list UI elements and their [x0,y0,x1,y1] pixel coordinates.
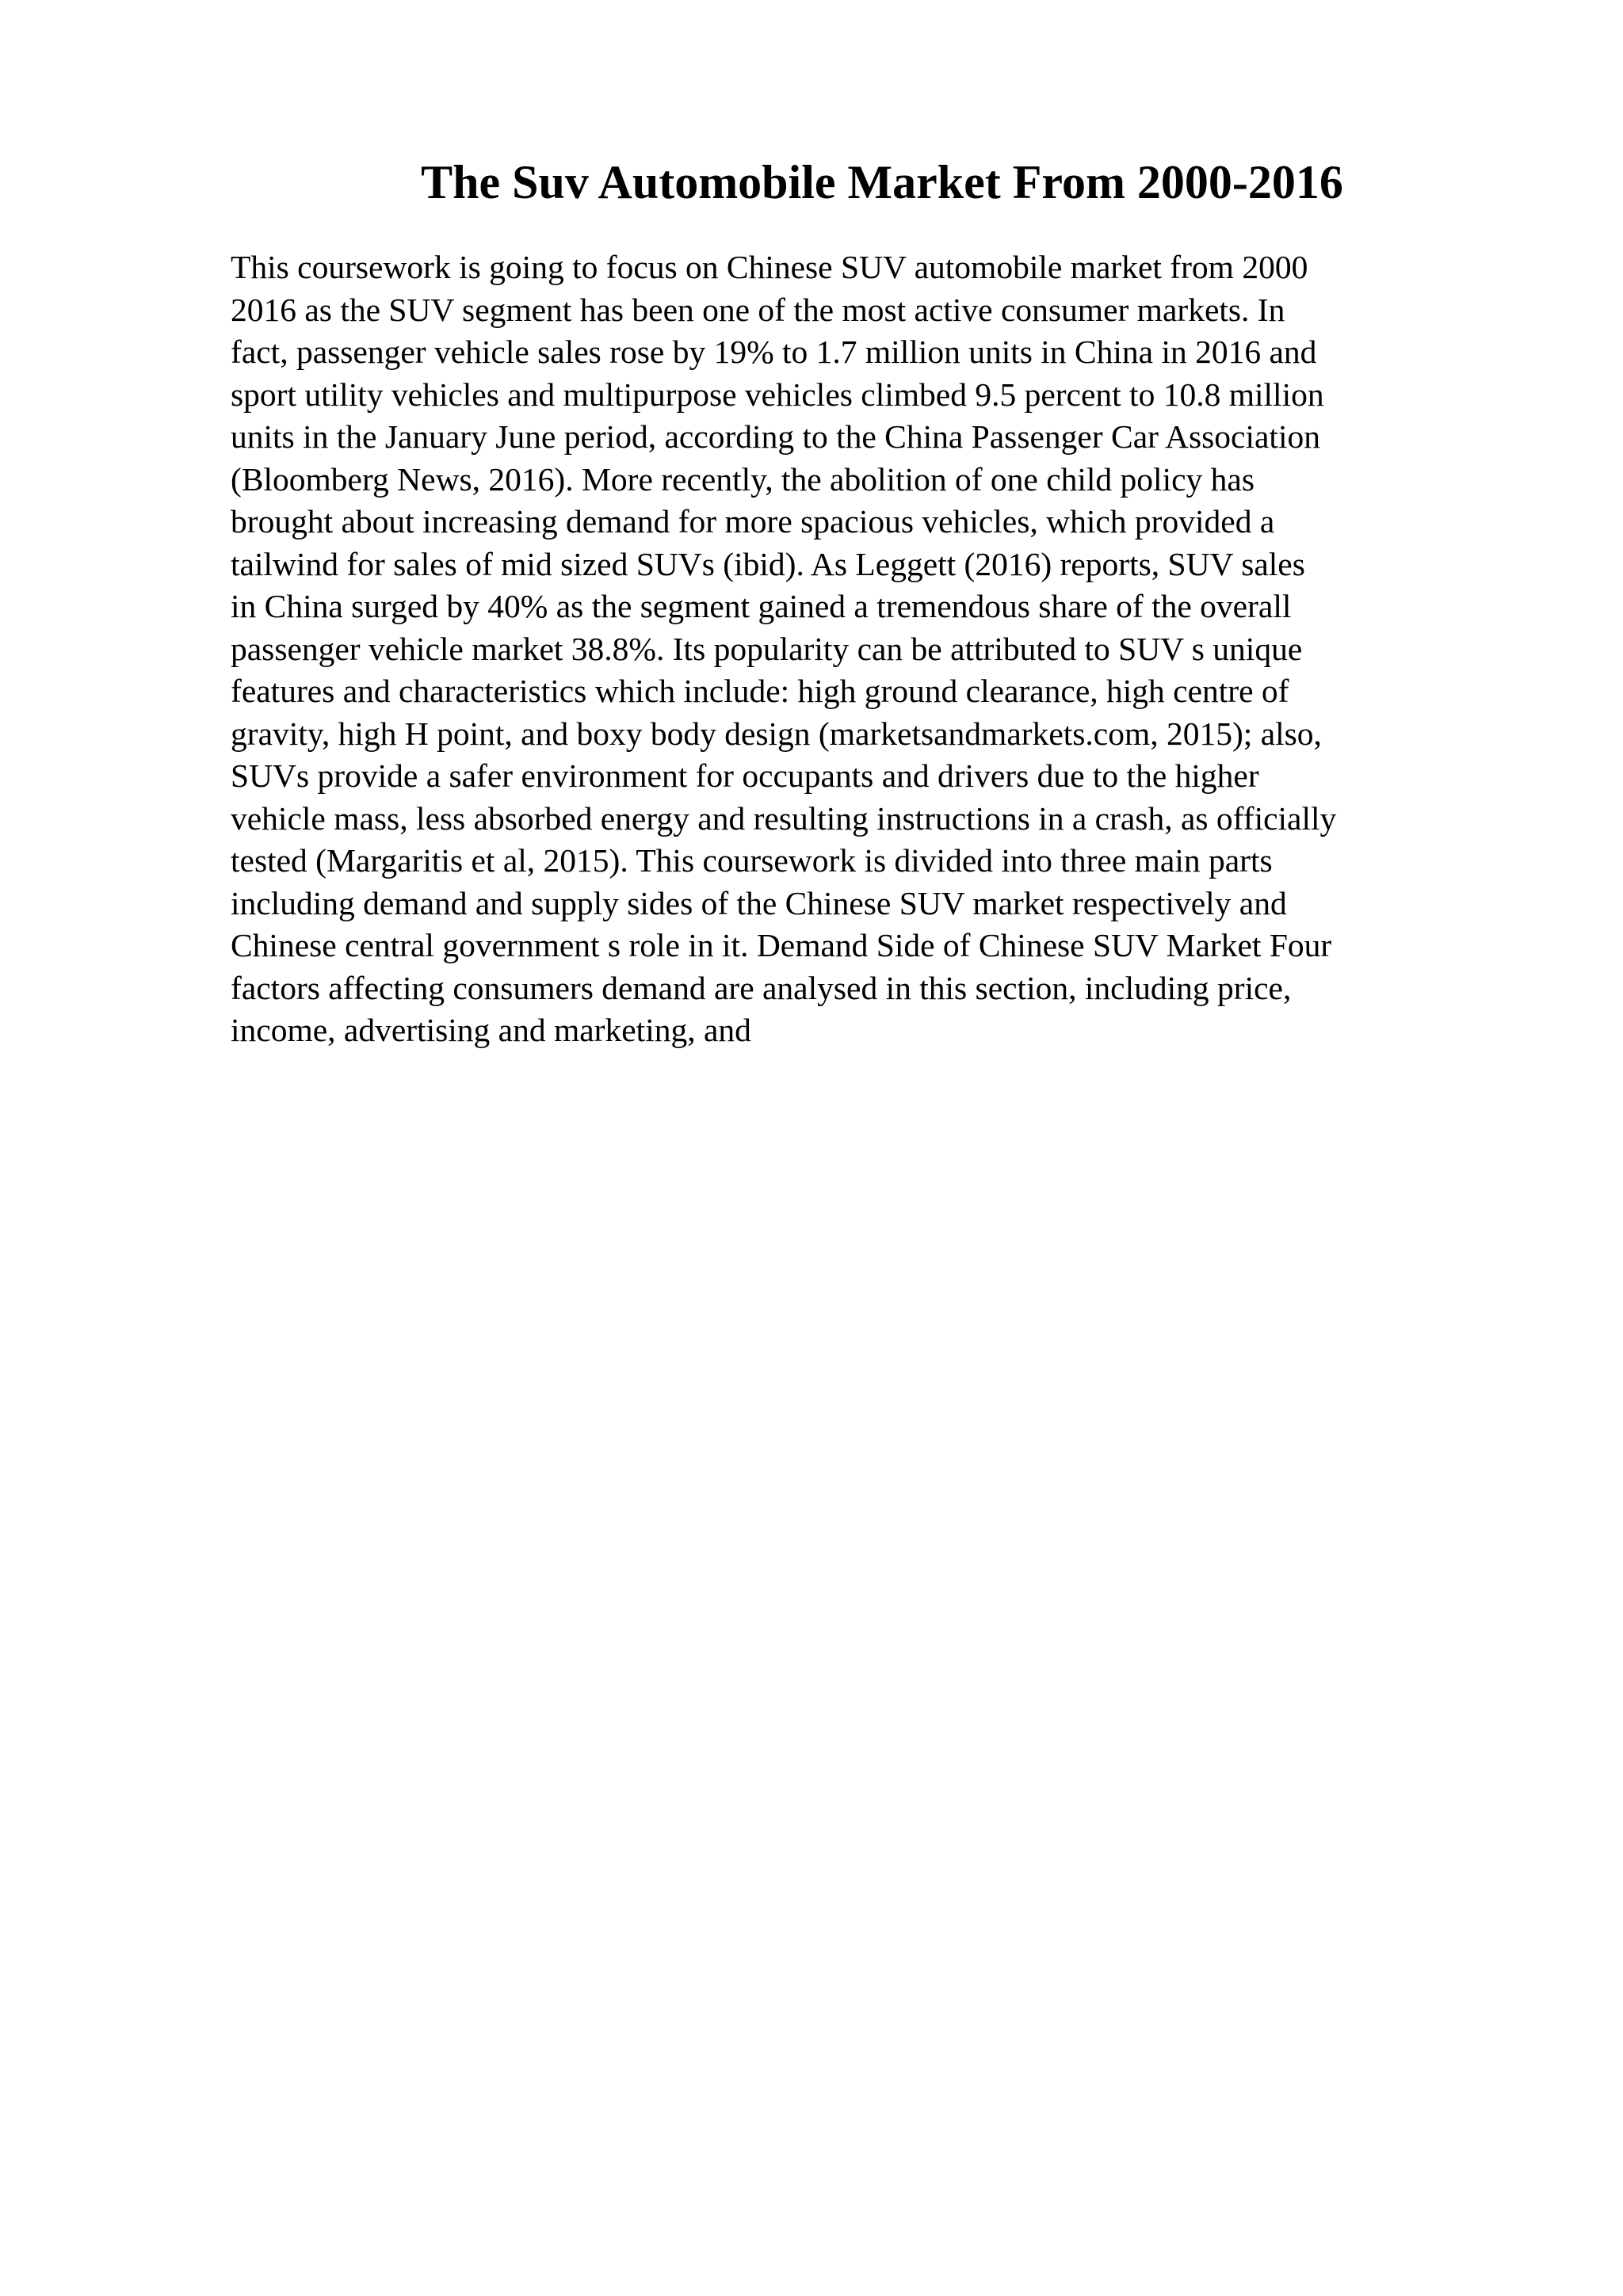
paragraph-line: income, advertising and marketing, and [231,1012,751,1048]
paragraph-line: gravity, high H point, and boxy body design (marketsandmarkets.com, 2015); also, [231,715,1322,752]
paragraph-line: Chinese central government s role in it. Demand Side of Chinese SUV Market Four [231,927,1332,963]
paragraph-line: tailwind for sales of mid sized SUVs (ibid). As Leggett (2016) reports, SUV sales [231,545,1305,582]
body-paragraph [231,246,1514,1052]
document-title-text: The Suv Automobile Market From 2000-2016 [421,156,1343,208]
paragraph-line: tested (Margaritis et al, 2015). This coursework is divided into three main parts [231,842,1273,879]
paragraph-line: passenger vehicle market 38.8%. Its popularity can be attributed to SUV s unique [231,630,1303,667]
paragraph-line: units in the January June period, according to the China Passenger Car Association [231,418,1320,455]
paragraph-line: brought about increasing demand for more spacious vehicles, which provided a [231,503,1275,540]
paragraph-line: This coursework is going to focus on Chinese SUV automobile market from 2000 [231,249,1308,285]
paragraph-line: SUVs provide a safer environment for occupants and drivers due to the higher [231,757,1259,794]
document-title [0,152,1623,212]
paragraph-line: including demand and supply sides of the Chinese SUV market respectively and [231,884,1287,921]
paragraph-line: (Bloomberg News, 2016). More recently, the abolition of one child policy has [231,460,1254,498]
paragraph-line: fact, passenger vehicle sales rose by 19% to 1.7 million units in China in 2016 and [231,334,1317,370]
paragraph-line: features and characteristics which include: high ground clearance, high centre of [231,673,1289,709]
paragraph-line: factors affecting consumers demand are analysed in this section, including price, [231,969,1292,1006]
paragraph-line: vehicle mass, less absorbed energy and resulting instructions in a crash, as officially [231,799,1337,837]
paragraph-line: sport utility vehicles and multipurpose vehicles climbed 9.5 percent to 10.8 million [231,376,1324,413]
paragraph-line: in China surged by 40% as the segment gained a tremendous share of the overall [231,588,1292,624]
paragraph-line: 2016 as the SUV segment has been one of the most active consumer markets. In [231,291,1285,328]
